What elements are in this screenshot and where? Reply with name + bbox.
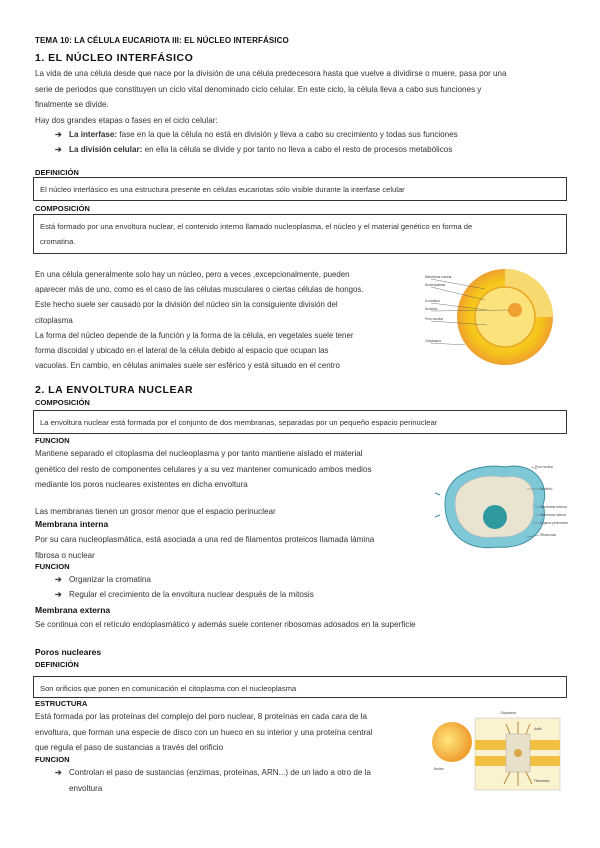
definition-box [33,177,567,201]
fig2-label: Membrana externa [540,505,567,509]
intro-line: Hay dos grandes etapas o fases en el ciclo celular: [35,115,218,125]
structure-line: envoltura, que forman una especie de disco con un hueco en su interior y una proteína central [35,727,373,737]
internal-function-label: FUNCION [35,562,70,571]
bullet-text: envoltura [69,784,103,793]
arrow-icon: ➔ [55,590,62,599]
fig3-label: Citoplasma [500,711,516,715]
bullet-division [55,142,452,158]
fig1-label: Cromatina [425,299,440,303]
para-line: En una célula generalmente solo hay un núcleo, pero a veces ,excepcionalmente, pueden [35,270,350,279]
section-1-heading: 1. EL NÚCLEO INTERFÁSICO [35,52,194,64]
envelope-composition-text: La envoltura nuclear está formada por el conjunto de dos membranas, separadas por un pequeño espacio perinuclear [40,418,438,427]
fig1-label: Membrana nuclear [425,275,452,279]
fig2-label: Membrana interna [540,513,566,517]
fig2-label: Nucléolo [540,487,553,491]
internal-line: fibrosa o nuclear [35,550,95,560]
fig3-label: Anillo [534,727,542,731]
fig3-label: Filamentos [534,779,550,783]
pores-definition-text: Son orificios que ponen en comunicación el citoplasma con el nucleoplasma [40,684,297,693]
internal-membrane-text [35,532,425,563]
bullet-term: La interfase: [69,130,118,139]
para-line: aparecer más de uno, como es el caso de las células musculares o ciertas células de hongos. [35,285,364,295]
internal-membrane-label: Membrana interna [35,519,109,529]
section-1-paragraph [35,267,415,373]
external-membrane-label: Membrana externa [35,605,111,615]
central-protein-shape [514,749,522,757]
pores-function-bullet-cont [69,781,102,797]
intro-line: serie de periodos que constituyen un ciclo vital denominado ciclo celular. En este ciclo, la célula lleva a cabo sus funciones y [35,84,482,94]
structure-line: que regula el paso de sustancias a través del orificio [35,743,224,753]
composition-text: cromatina. [40,237,76,246]
para-line: citoplasma [35,315,73,325]
nuclear-envelope-diagram [435,455,575,555]
arrow-icon: ➔ [55,145,62,154]
pores-definition-box [33,676,567,698]
intro-line: La vida de una célula desde que nace por la división de una célula predecesora hasta que vuelve a dividirse o muere, pasa por una [35,69,507,78]
bullet-term: La división celular: [69,145,143,154]
external-membrane-text: Se continua con el retículo endoplasmático y además suele contener ribosomas adosados en la superficie [35,620,416,629]
pores-function-label: FUNCION [35,755,70,764]
internal-bullet [55,587,314,603]
bullet-text: Organizar la cromatina [69,575,151,584]
pores-definition-label: DEFINICIÓN [35,660,79,669]
func-line: mediante los poros nucleares existentes en dicha envoltura [35,480,248,490]
composition-text: Está formado por una envoltura nuclear, el contenido interno llamado nucleoplasma, el núcleo y el material genético en forma de [40,222,473,231]
fig1-label: Poro nuclear [425,317,444,321]
arrow-icon: ➔ [55,130,62,139]
nucleus-diagram [425,265,570,370]
fig1-label: Citoplasma [425,339,441,343]
bullet-text: en ella la célula se divide y por tanto no lleva a cabo el resto de procesos metabólicos [142,145,453,154]
document-title: TEMA 10: LA CÉLULA EUCARIOTA III: EL NÚCLEO INTERFÁSICO [35,36,289,45]
membranes-text: Las membranas tienen un grosor menor que el espacio perinuclear [35,507,276,516]
nucleolus-shape [483,505,507,529]
section-1-intro [35,66,575,128]
fig1-label: Nucléolo [425,307,438,311]
para-line: La forma del núcleo depende de la función y la forma de la célula, en vegetales suele tener [35,330,354,340]
nuclear-pore-diagram [430,700,580,800]
arrow-icon: ➔ [55,575,62,584]
pores-structure-label: ESTRUCTURA [35,699,88,708]
internal-line: Por su cara nucleoplasmática, está asociada a una red de filamentos proteicos llamada lámina [35,535,375,544]
pores-structure-text [35,709,425,756]
internal-bullet [55,572,151,588]
nucleus-shape [475,287,535,347]
para-line: Este hecho suele ser causado por la división del núcleo sin la consiguiente división del [35,300,338,310]
envelope-composition-box [33,410,567,434]
func-line: genético del resto de componentes celulares y a su vez mantener comunicado ambos medios [35,464,372,474]
fig3-label: Núcleo [434,767,444,771]
nucleolus-shape [508,303,522,317]
arrow-icon: ➔ [55,768,62,777]
intro-line: finalmente se divide. [35,100,109,110]
composition-label-2: COMPOSICIÓN [35,398,90,407]
bullet-text: fase en la que la célula no está en división y lleva a cabo su crecimiento y todas sus funciones [117,130,458,139]
composition-label: COMPOSICIÓN [35,204,90,213]
definition-label: DEFINICIÓN [35,168,79,177]
cell-shape [432,722,472,762]
para-line: forma discoidal y ubicado en el lateral de la célula debido al espacio que ocupan las [35,346,329,356]
fig2-label: Ribosomas [540,533,556,537]
fig2-label: Espacio perinuclear [540,521,568,525]
section-2-heading: 2. LA ENVOLTURA NUCLEAR [35,384,194,396]
nuclear-pores-label: Poros nucleares [35,647,102,657]
fig1-label: Nucleoplasma [425,283,446,287]
fig2-label: Poro nuclear [535,465,554,469]
bullet-interfase [55,127,458,143]
bullet-text: Regular el crecimiento de la envoltura nuclear después de la mitosis [69,590,314,599]
function-label: FUNCION [35,436,70,445]
func-line: Mantiene separado el citoplasma del nucleoplasma y por tanto mantiene aislado el material [35,449,363,458]
definition-text: El núcleo interfásico es una estructura presente en células eucariotas sólo visible durante la interfase celular [40,185,405,194]
structure-line: Está formada por las proteínas del complejo del poro nuclear, 8 proteínas en cada cara de la [35,712,368,721]
envelope-function-text [35,446,425,493]
bullet-text: Controlan el paso de sustancias (enzimas, proteínas, ARN...) de un lado a otro de la [69,768,371,777]
para-line: vacuolas. En cambio, en células animales suele ser esférico y está situado en el centro [35,361,340,371]
composition-box [33,214,567,254]
pores-function-bullet [55,765,371,781]
